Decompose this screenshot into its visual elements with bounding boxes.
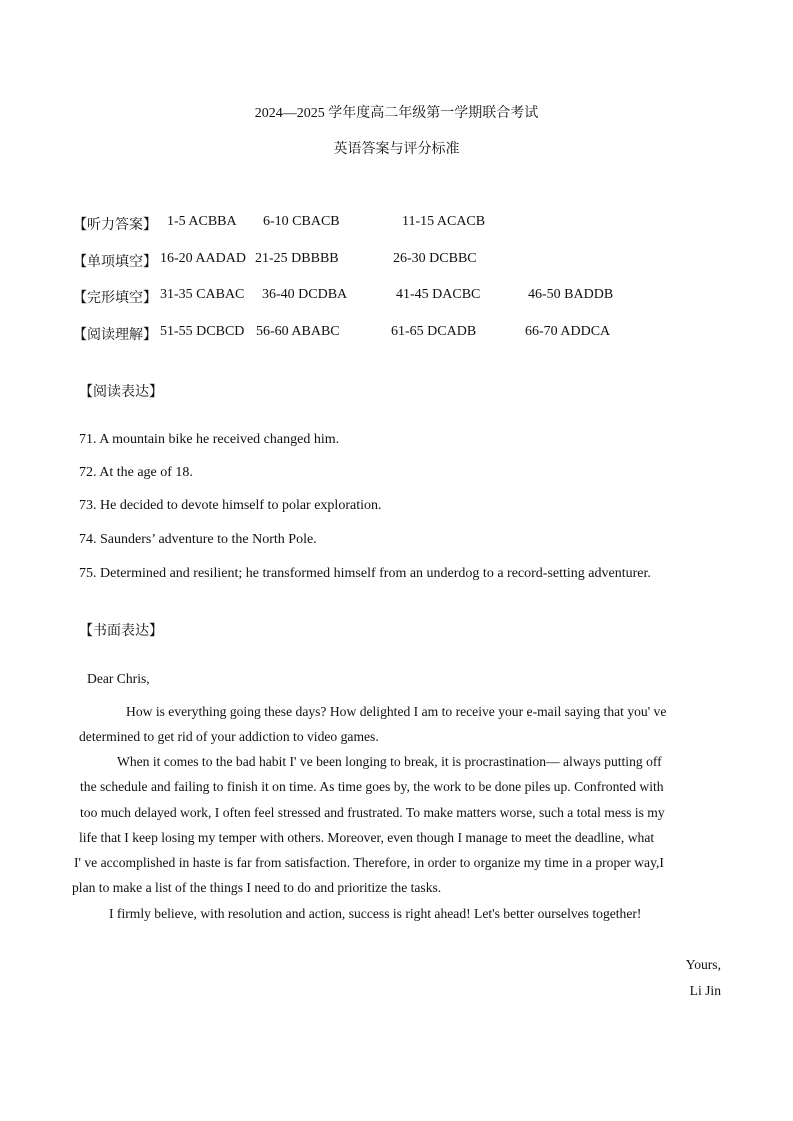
answer-label-single-choice: 【单项填空】 [73,255,157,270]
answer-label-listening: 【听力答案】 [73,218,157,233]
letter-line: the schedule and failing to finish it on time. As time goes by, the work to be done piles up. Confronted with [80,779,664,794]
answer-label-cloze: 【完形填空】 [73,291,157,306]
answer-group: 1-5 ACBBA [167,214,237,229]
list-item: 74. Saunders’ adventure to the North Pole. [79,532,317,547]
list-item: 73. He decided to devote himself to polar exploration. [79,498,382,513]
answer-group: 16-20 AADAD [160,251,246,266]
answer-group: 41-45 DACBC [396,287,481,302]
letter-line: life that I keep losing my temper with others. Moreover, even though I manage to meet the deadline, what [79,830,655,845]
answer-label-reading: 【阅读理解】 [73,328,157,343]
answer-group: 56-60 ABABC [256,324,340,339]
letter-line: determined to get rid of your addiction to video games. [79,729,379,744]
letter-line: When it comes to the bad habit I' ve been longing to break, it is procrastination— always putting off [117,754,662,769]
answer-group: 6-10 CBACB [263,214,340,229]
answer-group: 61-65 DCADB [391,324,477,339]
letter-line: I firmly believe, with resolution and action, success is right ahead! Let's better ourselves together! [109,906,642,921]
letter-line: too much delayed work, I often feel stressed and frustrated. To make matters worse, such a total mess is my [80,805,665,820]
letter-line: plan to make a list of the things I need to do and prioritize the tasks. [72,880,442,895]
answer-group: 11-15 ACACB [402,214,486,229]
answer-group: 66-70 ADDCA [525,324,611,339]
reading-expression-heading: 【阅读表达】 [79,385,163,400]
answer-group: 46-50 BADDB [528,287,614,302]
page-title: 2024—2025 学年度高二年级第一学期联合考试 [254,106,539,121]
writing-heading: 【书面表达】 [79,624,163,639]
letter-line: I' ve accomplished in haste is far from satisfaction. Therefore, in order to organize my time in a proper way,I [74,855,664,870]
list-item: 72. At the age of 18. [79,465,193,480]
answer-group: 31-35 CABAC [160,287,245,302]
answer-group: 51-55 DCBCD [160,324,245,339]
answer-group: 21-25 DBBBB [255,251,339,266]
letter-signature: Li Jin [689,983,721,998]
answer-group: 36-40 DCDBA [262,287,348,302]
letter-closing: Yours, [685,957,721,972]
letter-salutation: Dear Chris, [87,671,150,686]
letter-line: How is everything going these days? How delighted I am to receive your e-mail saying that you' ve [126,704,667,719]
page-subtitle: 英语答案与评分标准 [333,142,460,157]
answer-group: 26-30 DCBBC [393,251,477,266]
list-item: 71. A mountain bike he received changed him. [79,432,340,447]
list-item: 75. Determined and resilient; he transformed himself from an underdog to a record-setting adventurer. [79,566,651,581]
